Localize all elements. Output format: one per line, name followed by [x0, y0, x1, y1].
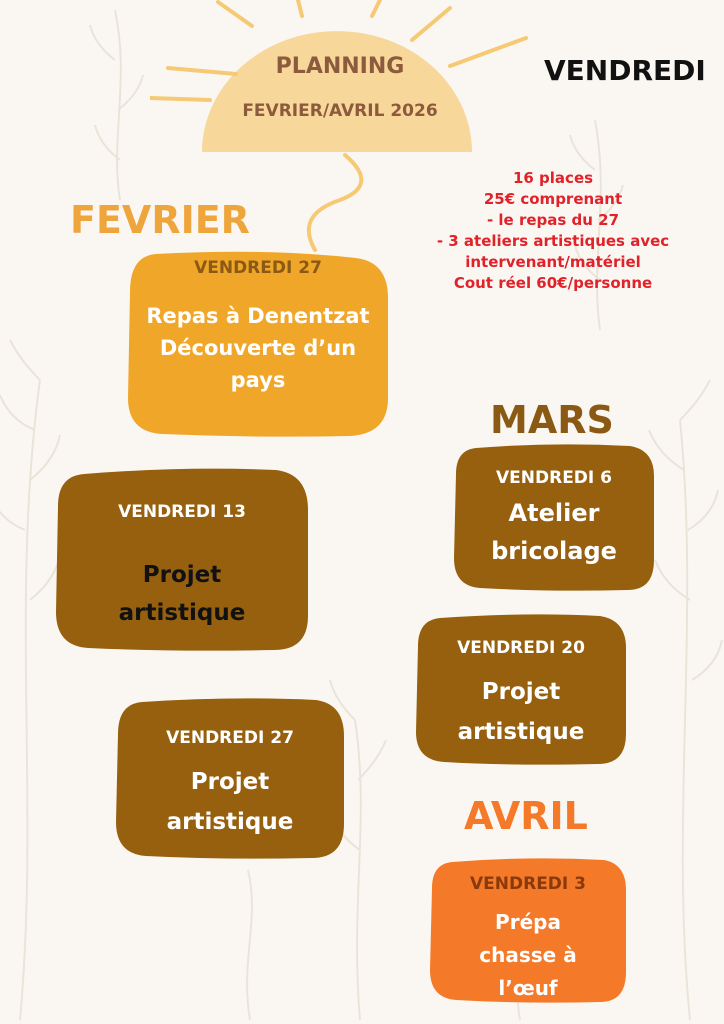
event-body [452, 494, 656, 570]
event-body [126, 300, 390, 396]
event-date: VENDREDI 6 [496, 468, 612, 488]
event-line: Repas à Denentzat [146, 304, 370, 328]
event-line: Atelier [508, 499, 600, 527]
event-card-fev27-repas [126, 248, 390, 438]
info-line: Cout réel 60€/personne [453, 274, 653, 292]
info-line: - le repas du 27 [486, 211, 620, 229]
info-line: 16 places [512, 169, 594, 187]
event-body [54, 556, 310, 632]
event-date: VENDREDI 13 [118, 502, 246, 522]
event-card-avril3 [428, 856, 628, 1004]
event-date: VENDREDI 20 [457, 638, 585, 658]
event-line: l’œuf [498, 976, 558, 1000]
header-day: VENDREDI [544, 54, 706, 87]
event-line: artistique [166, 809, 294, 835]
event-body [414, 672, 628, 752]
info-block [418, 168, 688, 294]
event-line: Projet [481, 679, 561, 705]
event-body [114, 762, 346, 842]
event-card-mars20 [414, 612, 628, 766]
event-line: Projet [190, 769, 270, 795]
info-line: 25€ comprenant [483, 190, 623, 208]
event-date: VENDREDI 3 [470, 874, 586, 894]
event-line: bricolage [491, 537, 617, 565]
month-mars: MARS [490, 398, 614, 442]
event-line: Projet [142, 562, 222, 588]
event-card-fev13 [54, 466, 310, 652]
event-card-mars6 [452, 442, 656, 592]
event-date: VENDREDI 27 [166, 728, 294, 748]
month-fevrier: FEVRIER [70, 198, 250, 242]
month-avril: AVRIL [464, 794, 588, 838]
info-line: - 3 ateliers artistiques avec [436, 232, 670, 250]
event-line: pays [230, 368, 286, 392]
event-date: VENDREDI 27 [194, 258, 322, 278]
planning-subtitle: FEVRIER/AVRIL 2026 [242, 101, 438, 121]
planning-title: PLANNING [275, 54, 405, 79]
event-line: artistique [457, 719, 585, 745]
event-line: artistique [118, 600, 246, 626]
event-line: Découverte d’un [159, 336, 357, 360]
event-line: Prépa [495, 910, 561, 934]
event-line: chasse à [479, 943, 577, 967]
info-line: intervenant/matériel [465, 253, 641, 271]
event-body [428, 906, 628, 1005]
event-card-fev27-projet [114, 696, 346, 860]
